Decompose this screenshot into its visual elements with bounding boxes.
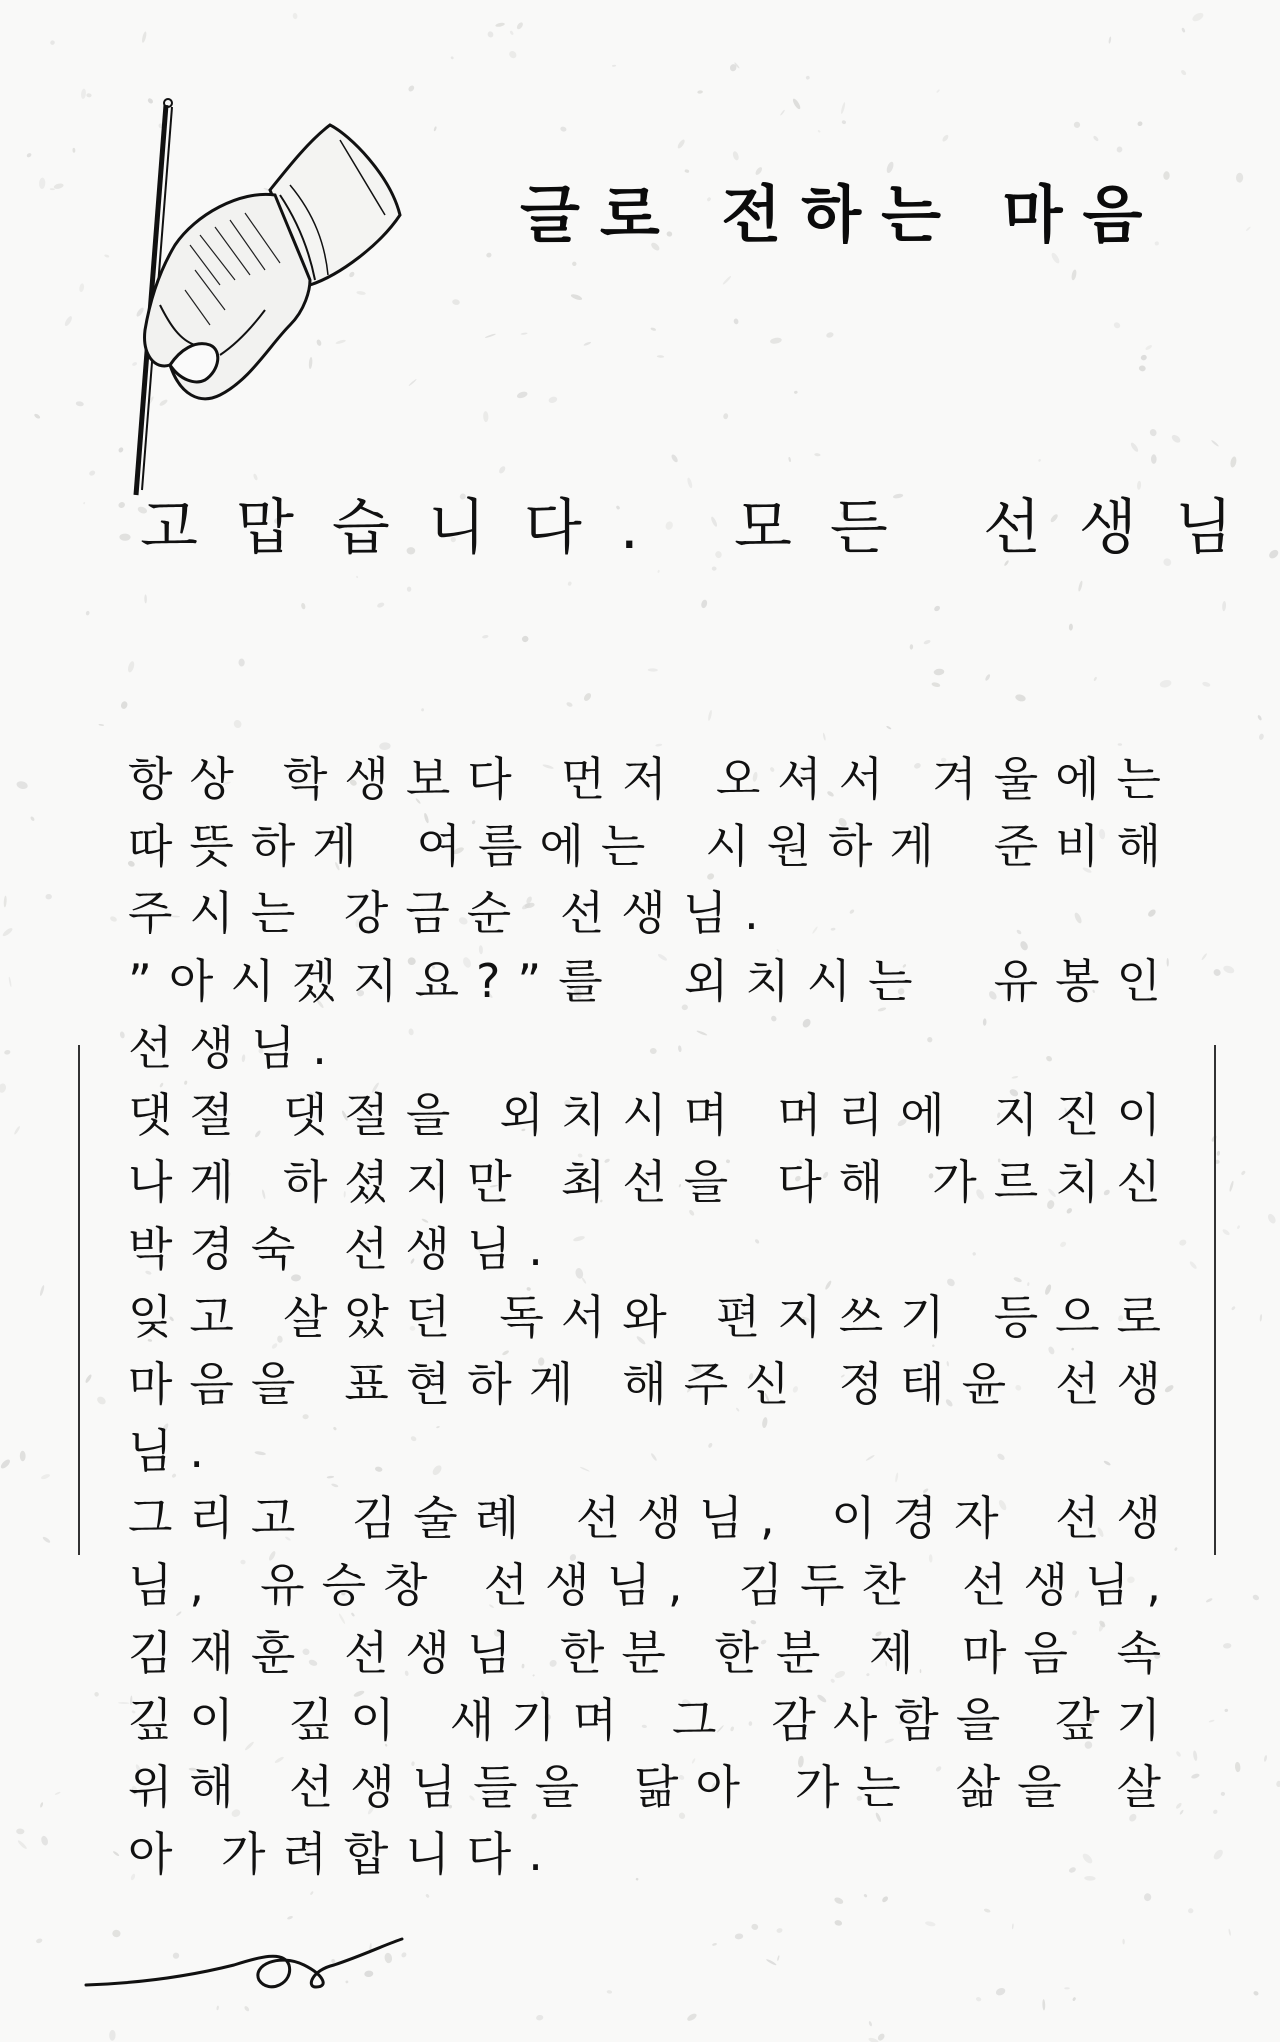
- paragraph-teacher-2: ”아시겠지요?”를 외치시는 유봉인 선생님.: [128, 953, 1178, 1075]
- page-heading: 글로 전하는 마음: [520, 178, 1163, 251]
- letter-body: [128, 746, 1178, 1888]
- paragraph-teacher-1: 항상 학생보다 먼저 오셔서 겨울에는 따뜻하게 여름에는 시원하게 준비해 주시는 강금순 선생님.: [128, 752, 1178, 941]
- right-frame-line: [1214, 1045, 1220, 1555]
- paragraph-closing: 그리고 김술례 선생님, 이경자 선생님, 유승창 선생님, 김두찬 선생님, 김재훈 선생님 한분 한분 제 마음 속 깊이 깊이 새기며 그 감사함을 갚기 위해 선생님들을 닮아 가는 삶을 살아 가려합니다.: [128, 1491, 1178, 1882]
- swirl-flourish-icon: [84, 1925, 404, 2005]
- left-frame-line: [78, 1045, 84, 1555]
- thank-you-subtitle: 고맙습니다. 모든 선생님: [140, 493, 1271, 563]
- hand-holding-pen-icon: [100, 95, 480, 515]
- paragraph-teacher-4: 잊고 살았던 독서와 편지쓰기 등으로 마음을 표현하게 해주신 정태윤 선생님.: [128, 1289, 1178, 1479]
- paragraph-teacher-3: 댓절 댓절을 외치시며 머리에 지진이 나게 하셨지만 최선을 다해 가르치신 박경숙 선생님.: [128, 1088, 1178, 1277]
